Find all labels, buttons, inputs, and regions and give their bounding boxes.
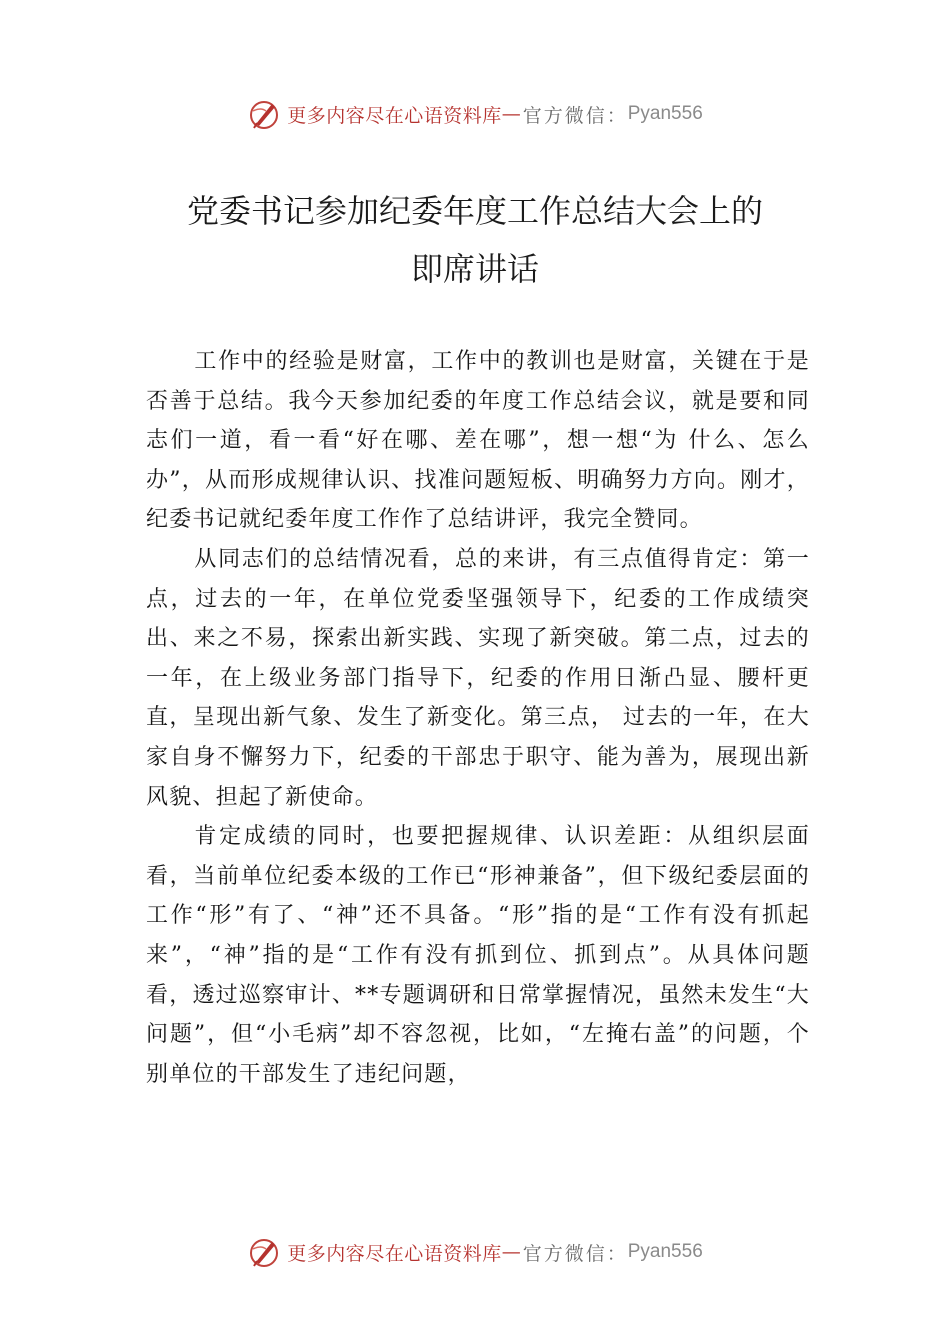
document-title — [120, 182, 830, 298]
header-wechat-label: 官方微信： — [522, 104, 628, 127]
header-watermark-banner — [0, 94, 950, 134]
footer-dash: — — [501, 1241, 521, 1263]
body-paragraph: 工作中的经验是财富，工作中的教训也是财富，关键在于是否善于总结。我今天参加纪委的年度工作总结会议，就是要和同志们一道，看一看“好在哪、差在哪”，想一想“为 什么、怎么办”，从而形成规律认识、找准问题短板、明确努力方向。刚才，纪委书记就纪委年度工作作了总结讲评，我完全赞同。 — [146, 349, 810, 533]
header-dash: — — [501, 103, 521, 125]
quill-pen-logo-icon — [247, 1235, 281, 1269]
body-paragraph: 肯定成绩的同时，也要把握规律、认识差距：从组织层面看，当前单位纪委本级的工作已“形神兼备”，但下级纪委层面的工作“形”有了、“神”还不具备。“形”指的是“工作有没有抓起来”，“神”指的是“工作有没有抓到位、抓到点”。从具体问题看，透过巡察审计、**专题调研和日常掌握情况，虽然未发生“大问题”，但“小毛病”却不容忽视，比如，“左掩右盖”的问题，个别单位的干部发生了违纪问题， — [146, 824, 810, 1087]
footer-watermark-banner — [0, 1232, 950, 1272]
quill-pen-logo-icon — [247, 97, 281, 131]
footer-wechat-account: Pyan556 — [627, 1241, 703, 1262]
footer-brand-text: 更多内容尽在心语资料库 — [287, 1242, 502, 1265]
footer-wechat-label: 官方微信： — [522, 1242, 628, 1265]
header-wechat-account: Pyan556 — [627, 103, 703, 124]
title-line-1: 党委书记参加纪委年度工作总结大会上的 — [186, 192, 763, 230]
document-body — [146, 342, 810, 1094]
body-paragraph: 从同志们的总结情况看，总的来讲，有三点值得肯定：第一点，过去的一年，在单位党委坚强领导下，纪委的工作成绩突出、来之不易，探索出新实践、实现了新突破。第二点，过去的一年，在上级业务部门指导下，纪委的作用日渐凸显、腰杆更直，呈现出新气象、发生了新变化。第三点， 过去的一年，在大家自身不懈努力下，纪委的干部忠于职守、能为善为，展现出新风貌、担起了新使命。 — [146, 546, 810, 810]
header-brand-text: 更多内容尽在心语资料库 — [287, 104, 502, 127]
title-line-2: 即席讲话 — [410, 250, 539, 288]
